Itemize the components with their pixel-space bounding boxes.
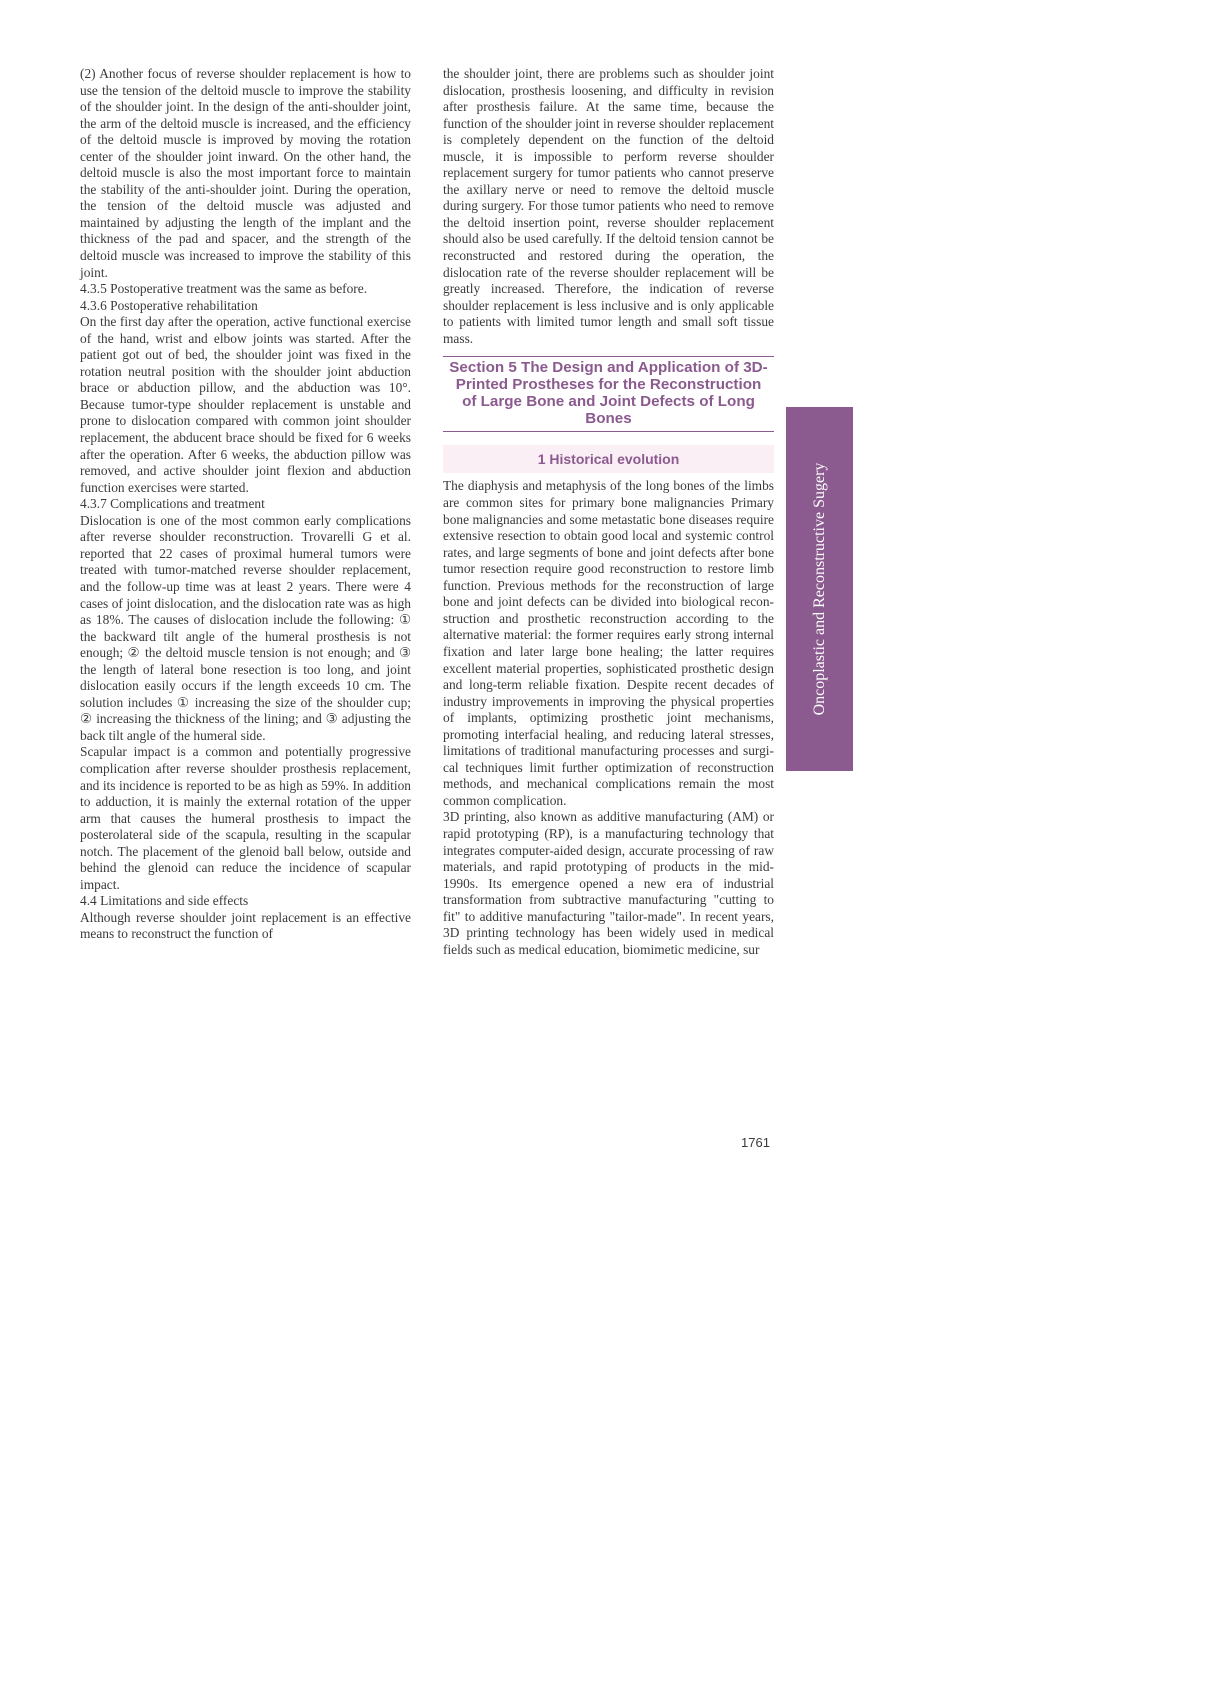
subheading-limitations: 4.4 Limitations and side effects — [80, 893, 249, 909]
paragraph-3d-printing: 3D printing, also known as additive manufacturing (AM) or rapid prototyping (RP), is a manufacturing technology that integrates computer-aided design, accurate processing of raw materials, and rapid prototyping of products in the mid-1990s. Its emergence opened a new era of industrial transformation from subtractive manufacturing "cutting to fit" to additive manufacturing "tailor-made". In recent years, 3D printing technology has been widely used in medical fields such as medical education, biomimetic medicine, sur — [443, 809, 774, 957]
subheading-complications: 4.3.7 Complications and treatment — [80, 496, 265, 512]
paragraph-limitations-continued: the shoulder joint, there are problems such as shoulder joint dislocation, prosthesis loosening, and difficulty in revision after prosthesis failure. At the same time, because the function of the shoulder joint in reverse shoulder replacement is completely dependent on the function of the deltoid muscle, it is impossible to perform reverse shoulder replacement surgery for tumor patients who cannot preserve the axillary nerve or need to remove the deltoid muscle during surgery. For those tumor patients who need to remove the deltoid insertion point, reverse shoulder replacement should also be used carefully. If the deltoid tension cannot be reconstructed and restored during the operation, the dislocation rate of the reverse shoulder replacement will be greatly increased. Therefore, the indication of reverse shoulder replacement is less inclusive and is only applicable to patients with limited tumor length and small soft tissue mass. — [443, 66, 774, 346]
paragraph-dislocation: Dislocation is one of the most common early complications after reverse shoulder reconstruction. Trovarelli G et al. reported that 22 cases of proximal humeral tumors were treated with tumor-matched reverse shoulder replacement, and the follow-up time was at least 2 years. There were 4 cases of joint dislocation, and the dislocation rate was as high as 18%. The causes of dislocation include the following: ① the backward tilt angle of the humeral prosthesis is not enough; ② the deltoid muscle tension is not enough; and ③ the length of lateral bone resection is too long, and joint dislocation easily occurs if the length exceeds 10 cm. The solution includes ① increasing the size of the shoulder cup; ② increasing the thickness of the lining; and ③ adjusting the back tilt angle of the humeral side. — [80, 512, 411, 743]
paragraph-limitations: Although reverse shoulder joint replacement is an effective means to reconstruct the function of — [80, 909, 411, 942]
paragraph-rehabilitation: On the first day after the operation, active functional exercise of the hand, wrist and elbow joints was started. After the patient got out of bed, the shoulder joint was fixed in the rotation neutral position with the shoulder joint abduction brace or abduction pillow, and the abduction was 10°. Because tumor-type shoulder replacement is unstable and prone to dislocation compared with common joint shoulder replacement, the abducent brace should be fixed for 6 weeks after the operation. After 6 weeks, the abduction pillow was removed, and active shoulder joint flexion and abduction function exercises were started. — [80, 314, 411, 495]
paragraph-scapular-impact: Scapular impact is a common and potentially progressive complication after reverse shoulder prosthesis replacement, and its incidence is reported to be as high as 59%. In addition to adduction, it is mainly the external rotation of the upper arm that causes the humeral prosthesis to impact the posterolateral side of the scapula, resulting in the scapular notch. The placement of the glenoid ball below, outside and behind the glenoid can reduce the incidence of scapular impact. — [80, 744, 411, 892]
section-title: Section 5 The Design and Application of 3D-Printed Prostheses for the Reconstruction of Large Bone and Joint Defects of Long Bones — [443, 356, 774, 432]
paragraph-deltoid-tension: (2) Another focus of reverse shoulder replacement is how to use the tension of the deltoid muscle to improve the stability of the shoulder joint. In the design of the anti-shoulder joint, the arm of the deltoid muscle is increased, and the efficiency of the deltoid muscle is improved by moving the rotation center of the shoulder joint inward. On the other hand, the deltoid muscle is also the most important force to maintain the stability of the anti-shoulder joint. During the operation, the tension of the deltoid muscle was adjusted and maintained by adjusting the length of the implant and the thickness of the pad and spacer, and the strength of the deltoid muscle was increased to improve the stability of this joint. — [80, 66, 411, 280]
right-column — [443, 66, 774, 958]
page-number: 1761 — [741, 1135, 770, 1150]
left-column — [80, 66, 411, 943]
subheading-postoperative-rehabilitation: 4.3.6 Postoperative rehabilitation — [80, 297, 258, 313]
paragraph-postoperative-treatment: 4.3.5 Postoperative treatment was the same as before. — [80, 281, 368, 297]
chapter-side-tab-label: Oncoplastic and Reconstructive Sugery — [810, 462, 828, 716]
subheading-historical-evolution: 1 Historical evolution — [443, 445, 774, 473]
chapter-side-tab — [786, 407, 853, 771]
paragraph-long-bones: The diaphysis and metaphysis of the long bones of the limbs are common sites for primary bone malignancies Primary bone malignancies and some metastatic bone diseases require extensive resection to obtain good local and systemic control rates, and large segments of bone and joint defects after bone tumor resection require good reconstruction to restore limb function. Previous methods for the reconstruction of large bone and joint defects can be divided into biological reconstruction and prosthetic reconstruction according to the alternative material: the former requires early strong internal fixation and later large bone healing; the latter requires excellent material properties, sophisticated prosthetic design and long-term reliable fixation. Despite recent decades of industry improvements in improving the physical properties of implants, optimizing prosthetic joint mechanisms, promoting interfacial healing, and reducing lateral stresses, limitations of traditional manufacturing processes and surgical techniques limit further optimization of reconstruction methods, and mechanical complications remain the most common complication. — [443, 478, 774, 808]
